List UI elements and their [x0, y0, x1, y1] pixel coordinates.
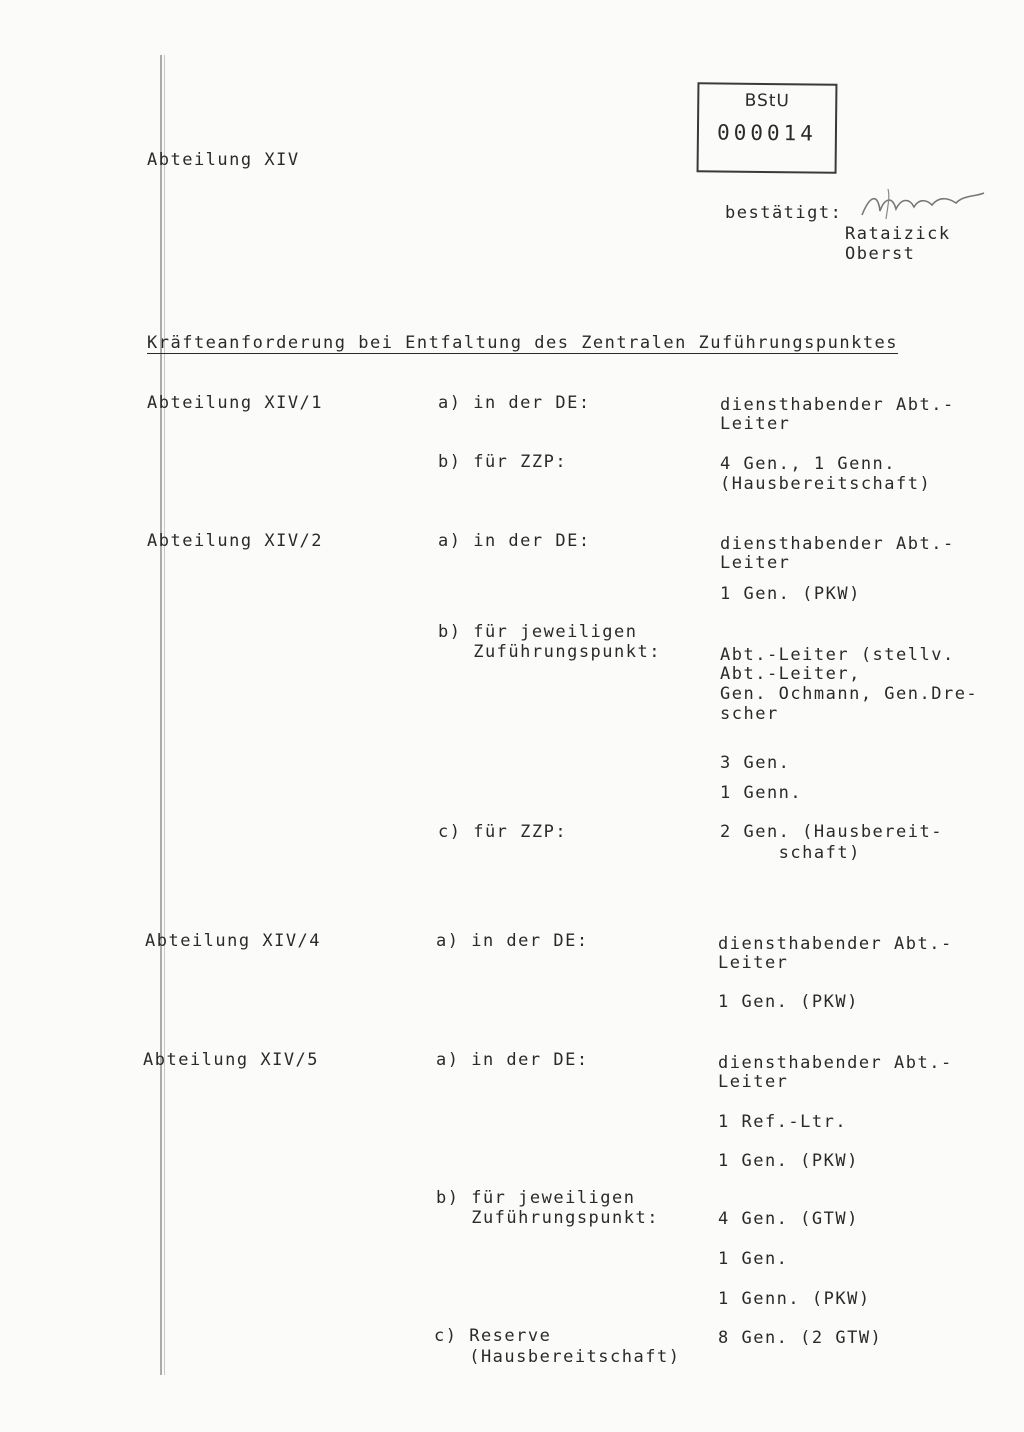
item-value: 3 Gen. [720, 753, 791, 773]
item-value: scher [720, 704, 779, 724]
item-value: diensthabender Abt.- [718, 1053, 953, 1073]
signature-icon [858, 185, 988, 225]
unit-name: Abteilung XIV/1 [147, 393, 324, 413]
item-value: schaft) [720, 843, 861, 863]
item-label: a) in der DE: [438, 393, 591, 413]
item-value: diensthabender Abt.- [720, 534, 955, 554]
approver-name: Rataizick [845, 224, 951, 244]
unit-name: Abteilung XIV/5 [143, 1050, 320, 1070]
approval-label: bestätigt: [725, 203, 843, 223]
item-value: Gen. Ochmann, Gen.Dre- [720, 684, 979, 704]
margin-line-secondary [164, 55, 165, 1375]
item-label: b) für ZZP: [438, 452, 568, 472]
item-value: 4 Gen. (GTW) [718, 1209, 859, 1229]
unit-name: Abteilung XIV/4 [145, 931, 322, 951]
item-label: b) für jeweiligen [438, 622, 638, 642]
item-value: diensthabender Abt.- [720, 395, 955, 415]
item-value: 1 Genn. (PKW) [718, 1289, 871, 1309]
stamp-label: BStU [744, 90, 791, 112]
item-label: c) für ZZP: [438, 822, 568, 842]
unit-name: Abteilung XIV/2 [147, 531, 324, 551]
item-value: 2 Gen. (Hausbereit- [720, 822, 943, 842]
item-value: 1 Gen. (PKW) [718, 1151, 859, 1171]
item-value: Leiter [718, 1072, 789, 1092]
item-label: b) für jeweiligen [436, 1188, 636, 1208]
item-value: (Hausbereitschaft) [720, 474, 932, 494]
item-value: 1 Gen. (PKW) [718, 992, 859, 1012]
approver-rank: Oberst [845, 244, 916, 264]
item-value: Abt.-Leiter (stellv. [720, 645, 955, 665]
item-value: Leiter [718, 953, 789, 973]
item-value: 4 Gen., 1 Genn. [720, 454, 897, 474]
item-value: 1 Gen. [718, 1249, 789, 1269]
item-value: 1 Gen. (PKW) [720, 584, 861, 604]
document-title: Kräfteanforderung bei Entfaltung des Zentralen Zuführungspunktes [147, 333, 899, 353]
item-label: c) Reserve [434, 1326, 552, 1346]
stamp-number: 000014 [716, 120, 817, 146]
item-value: 8 Gen. (2 GTW) [718, 1328, 883, 1348]
department-heading: Abteilung XIV [147, 150, 300, 170]
item-value: 1 Ref.-Ltr. [718, 1112, 848, 1132]
margin-line [160, 55, 162, 1375]
item-label: a) in der DE: [436, 931, 589, 951]
archive-stamp [697, 82, 838, 173]
item-label: a) in der DE: [438, 531, 591, 551]
item-label: Zuführungspunkt: [436, 1208, 659, 1228]
item-value: 1 Genn. [720, 783, 803, 803]
item-value: Abt.-Leiter, [720, 664, 861, 684]
item-value: Leiter [720, 414, 791, 434]
item-value: Leiter [720, 553, 791, 573]
item-label: Zuführungspunkt: [438, 642, 661, 662]
item-value: diensthabender Abt.- [718, 934, 953, 954]
item-label: a) in der DE: [436, 1050, 589, 1070]
item-label: (Hausbereitschaft) [434, 1347, 681, 1367]
